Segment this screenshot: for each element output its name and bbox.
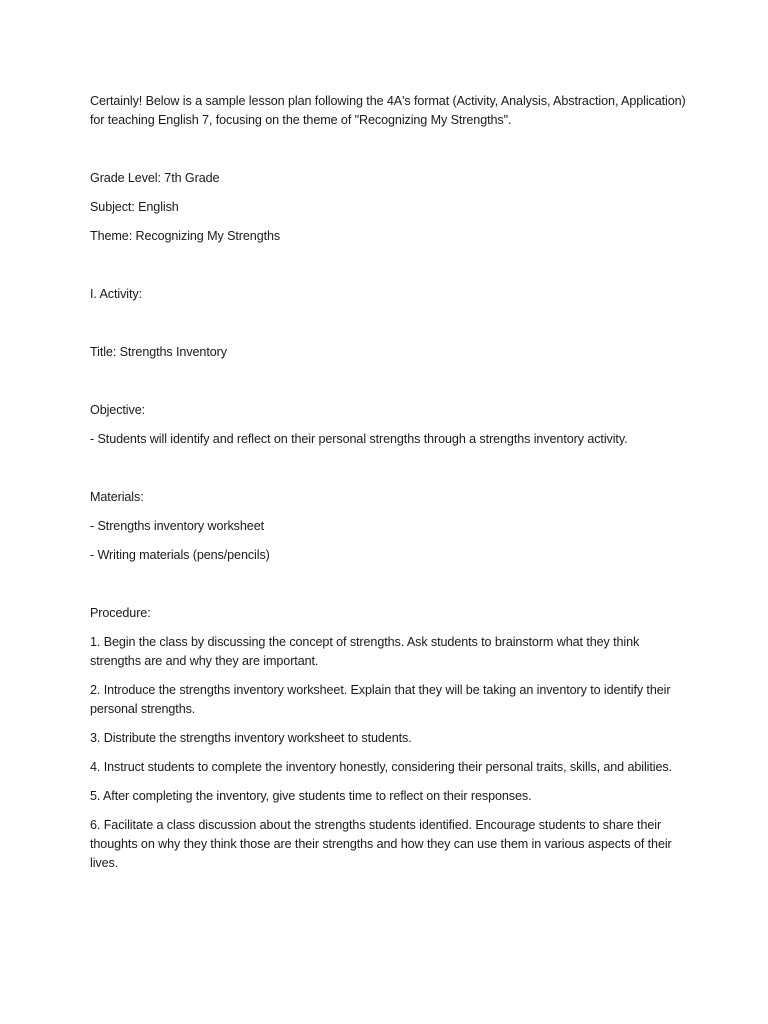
procedure-step: 6. Facilitate a class discussion about the strengths students identified. Encourage students to share their thoughts on why they think those are their strengths and how they can use them in various aspects of their lives. [90, 818, 672, 870]
objective-item: - Students will identify and reflect on their personal strengths through a strengths inventory activity. [90, 432, 628, 446]
procedure-heading: Procedure: [90, 606, 151, 620]
theme-line: Theme: Recognizing My Strengths [90, 229, 281, 243]
procedure-step: 3. Distribute the strengths inventory worksheet to students. [90, 731, 412, 745]
activity-title-line: Title: Strengths Inventory [90, 345, 227, 359]
procedure-step: 1. Begin the class by discussing the concept of strengths. Ask students to brainstorm what they think strengths are and why they are important. [90, 635, 640, 668]
materials-heading: Materials: [90, 490, 144, 504]
grade-level-line: Grade Level: 7th Grade [90, 171, 220, 185]
section-heading-activity: I. Activity: [90, 287, 142, 301]
procedure-step: 5. After completing the inventory, give students time to reflect on their responses. [90, 789, 532, 803]
materials-item: - Writing materials (pens/pencils) [90, 548, 270, 562]
document-body [90, 92, 690, 873]
intro-paragraph: Certainly! Below is a sample lesson plan following the 4A's format (Activity, Analysis, Abstraction, Application) for teaching English 7, focusing on the theme of "Recognizing My Strengths". [90, 94, 686, 127]
procedure-step: 4. Instruct students to complete the inventory honestly, considering their personal traits, skills, and abilities. [90, 760, 672, 774]
subject-line: Subject: English [90, 200, 179, 214]
materials-item: - Strengths inventory worksheet [90, 519, 264, 533]
objective-heading: Objective: [90, 403, 145, 417]
procedure-step: 2. Introduce the strengths inventory worksheet. Explain that they will be taking an inventory to identify their personal strengths. [90, 683, 671, 716]
